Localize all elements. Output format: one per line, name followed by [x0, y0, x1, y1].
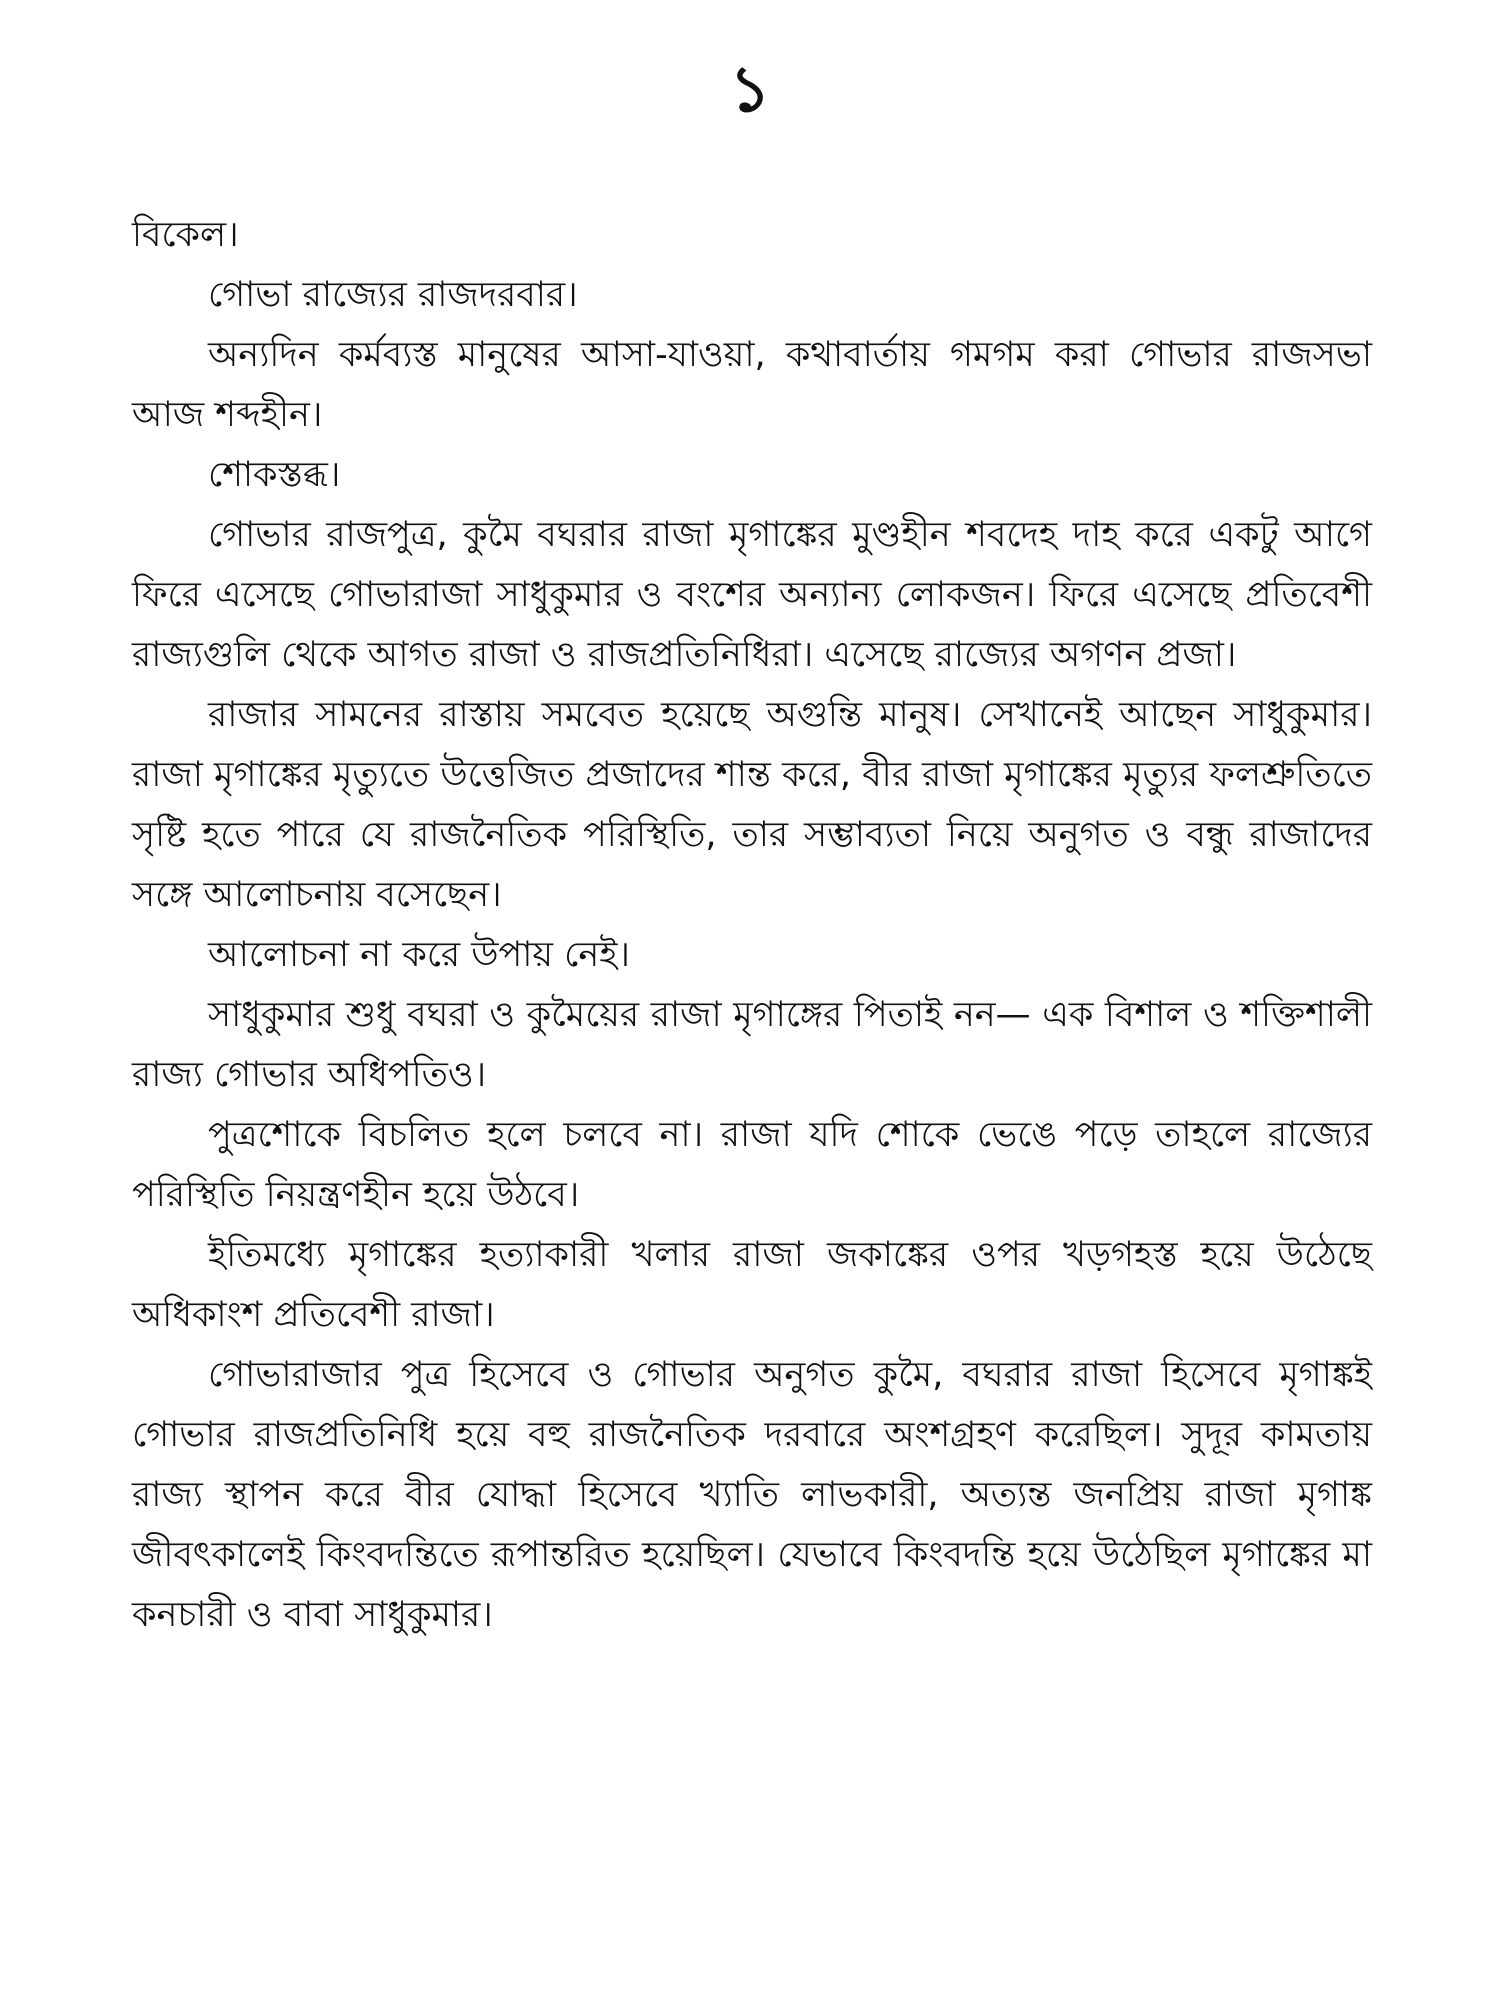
paragraph-royal-court: গোভা রাজ্যের রাজদরবার। — [208, 275, 578, 315]
chapter-number: ১ — [729, 53, 771, 127]
paragraph-afternoon: বিকেল। — [132, 215, 239, 255]
paragraph-grief-warning: পুত্রশোকে বিচলিত হলে চলবে না। রাজা যদি শোকে ভেঙে পড়ে তাহলে রাজ্যের পরিস্থিতি নিয়ন্ত্রণহীন হয়ে উঠবে। — [132, 1115, 1372, 1215]
paragraph-neighbor-kings: ইতিমধ্যে মৃগাঙ্কের হত্যাকারী খলার রাজা জকাঙ্কের ওপর খড়গহস্ত হয়ে উঠেছে অধিকাংশ প্রতিবেশী রাজা। — [132, 1235, 1372, 1335]
paragraph-gathered-crowd: রাজার সামনের রাস্তায় সমবেত হয়েছে অগুন্তি মানুষ। সেখানেই আছেন সাধুকুমার। রাজা মৃগাঙ্কের মৃত্যুতে উত্তেজিত প্রজাদের শান্ত করে, বীর রাজা মৃগাঙ্কের মৃত্যুর ফলশ্রুতিতে সৃষ্টি হতে পারে যে রাজনৈতিক পরিস্থিতি, তার সম্ভাব্যতা নিয়ে অনুগত ও বন্ধু রাজাদের সঙ্গে আলোচনায় বসেছেন। — [132, 695, 1372, 915]
paragraph-no-choice: আলোচনা না করে উপায় নেই। — [208, 935, 630, 975]
chapter-body — [132, 205, 1372, 1645]
paragraph-funeral-return: গোভার রাজপুত্র, কুমৈ বঘরার রাজা মৃগাঙ্কের মুণ্ডহীন শবদেহ দাহ করে একটু আগে ফিরে এসেছে গোভারাজা সাধুকুমার ও বংশের অন্যান্য লোকজন। ফিরে এসেছে প্রতিবেশী রাজ্যগুলি থেকে আগত রাজা ও রাজপ্রতিনিধিরা। এসেছে রাজ্যের অগণন প্রজা। — [132, 515, 1372, 675]
paragraph-legend: গোভারাজার পুত্র হিসেবে ও গোভার অনুগত কুমৈ, বঘরার রাজা হিসেবে মৃগাঙ্কই গোভার রাজপ্রতিনিধি হয়ে বহু রাজনৈতিক দরবারে অংশগ্রহণ করেছিল। সুদূর কামতায় রাজ্য স্থাপন করে বীর যোদ্ধা হিসেবে খ্যাতি লাভকারী, অত্যন্ত জনপ্রিয় রাজা মৃগাঙ্ক জীবৎকালেই কিংবদন্তিতে রূপান্তরিত হয়েছিল। যেভাবে কিংবদন্তি হয়ে উঠেছিল মৃগাঙ্কের মা কনচারী ও বাবা সাধুকুমার। — [132, 1355, 1372, 1635]
paragraph-sadhukumar: সাধুকুমার শুধু বঘরা ও কুমৈয়ের রাজা মৃগাঙ্গের পিতাই নন— এক বিশাল ও শক্তিশালী রাজ্য গোভার অধিপতিও। — [132, 995, 1372, 1095]
paragraph-grief: শোকস্তব্ধ। — [208, 455, 341, 495]
paragraph-silent-court: অন্যদিন কর্মব্যস্ত মানুষের আসা-যাওয়া, কথাবার্তায় গমগম করা গোভার রাজসভা আজ শব্দহীন। — [132, 335, 1372, 435]
